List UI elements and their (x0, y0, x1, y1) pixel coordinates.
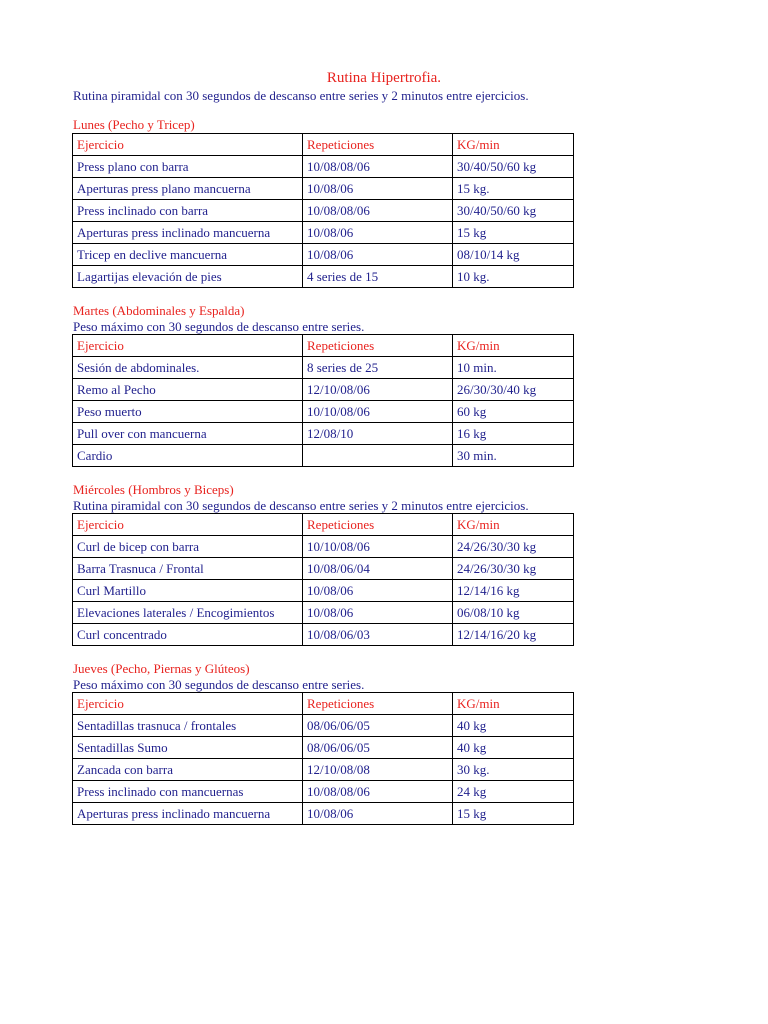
cell-reps (303, 445, 453, 467)
cell-exercise: Sentadillas Sumo (73, 737, 303, 759)
table-row (73, 737, 574, 759)
table-row (73, 266, 574, 288)
table-row (73, 558, 574, 580)
cell-reps: 12/10/08/08 (303, 759, 453, 781)
table-jueves (72, 692, 574, 825)
day-note-miercoles: Rutina piramidal con 30 segundos de descanso entre series y 2 minutos entre ejercicios. (73, 498, 529, 513)
cell-load: 16 kg (453, 423, 574, 445)
table-header-row (73, 335, 574, 357)
table-row (73, 357, 574, 379)
header-repeticiones: Repeticiones (303, 514, 453, 536)
cell-reps: 10/08/06 (303, 244, 453, 266)
cell-reps: 10/08/08/06 (303, 200, 453, 222)
table-row (73, 156, 574, 178)
table-martes (72, 334, 574, 467)
header-repeticiones: Repeticiones (303, 693, 453, 715)
cell-reps: 10/10/08/06 (303, 401, 453, 423)
table-row (73, 580, 574, 602)
cell-reps: 10/08/06 (303, 178, 453, 200)
day-heading-jueves: Jueves (Pecho, Piernas y Glúteos) (73, 661, 250, 676)
cell-exercise: Pull over con mancuerna (73, 423, 303, 445)
cell-load: 12/14/16/20 kg (453, 624, 574, 646)
cell-exercise: Aperturas press inclinado mancuerna (73, 222, 303, 244)
day-heading-martes: Martes (Abdominales y Espalda) (73, 303, 245, 318)
table-row (73, 624, 574, 646)
table-row (73, 379, 574, 401)
cell-reps: 12/08/10 (303, 423, 453, 445)
cell-load: 12/14/16 kg (453, 580, 574, 602)
page-title: Rutina Hipertrofia. (326, 70, 442, 86)
cell-exercise: Barra Trasnuca / Frontal (73, 558, 303, 580)
header-ejercicio: Ejercicio (73, 335, 303, 357)
day-note-jueves: Peso máximo con 30 segundos de descanso entre series. (73, 677, 365, 692)
cell-reps: 08/06/06/05 (303, 715, 453, 737)
cell-exercise: Lagartijas elevación de pies (73, 266, 303, 288)
cell-reps: 08/06/06/05 (303, 737, 453, 759)
cell-reps: 10/08/08/06 (303, 781, 453, 803)
cell-exercise: Curl Martillo (73, 580, 303, 602)
cell-exercise: Curl concentrado (73, 624, 303, 646)
cell-load: 15 kg (453, 222, 574, 244)
cell-load: 40 kg (453, 715, 574, 737)
cell-load: 06/08/10 kg (453, 602, 574, 624)
cell-reps: 10/08/06 (303, 222, 453, 244)
table-row (73, 222, 574, 244)
cell-reps: 10/08/08/06 (303, 156, 453, 178)
header-ejercicio: Ejercicio (73, 134, 303, 156)
cell-exercise: Sentadillas trasnuca / frontales (73, 715, 303, 737)
cell-exercise: Remo al Pecho (73, 379, 303, 401)
cell-exercise: Peso muerto (73, 401, 303, 423)
header-kg-min: KG/min (453, 134, 574, 156)
day-heading-miercoles: Miércoles (Hombros y Biceps) (73, 482, 234, 497)
table-header-row (73, 514, 574, 536)
table-row (73, 244, 574, 266)
table-lunes (72, 133, 574, 288)
cell-load: 24/26/30/30 kg (453, 558, 574, 580)
cell-exercise: Press inclinado con mancuernas (73, 781, 303, 803)
cell-load: 30 min. (453, 445, 574, 467)
table-row (73, 759, 574, 781)
cell-load: 15 kg (453, 803, 574, 825)
cell-reps: 10/08/06/03 (303, 624, 453, 646)
header-kg-min: KG/min (453, 514, 574, 536)
day-note-martes: Peso máximo con 30 segundos de descanso entre series. (73, 319, 365, 334)
table-row (73, 178, 574, 200)
cell-exercise: Zancada con barra (73, 759, 303, 781)
cell-load: 30/40/50/60 kg (453, 156, 574, 178)
cell-reps: 10/08/06 (303, 602, 453, 624)
table-miercoles (72, 513, 574, 646)
header-repeticiones: Repeticiones (303, 335, 453, 357)
cell-load: 26/30/30/40 kg (453, 379, 574, 401)
table-row (73, 445, 574, 467)
header-ejercicio: Ejercicio (73, 514, 303, 536)
cell-load: 60 kg (453, 401, 574, 423)
cell-reps: 4 series de 15 (303, 266, 453, 288)
table-row (73, 715, 574, 737)
cell-exercise: Aperturas press plano mancuerna (73, 178, 303, 200)
table-row (73, 602, 574, 624)
table-header-row (73, 693, 574, 715)
cell-reps: 10/10/08/06 (303, 536, 453, 558)
cell-load: 24 kg (453, 781, 574, 803)
cell-reps: 10/08/06 (303, 580, 453, 602)
table-header-row (73, 134, 574, 156)
cell-exercise: Curl de bicep con barra (73, 536, 303, 558)
cell-exercise: Cardio (73, 445, 303, 467)
cell-exercise: Tricep en declive mancuerna (73, 244, 303, 266)
cell-reps: 8 series de 25 (303, 357, 453, 379)
cell-load: 24/26/30/30 kg (453, 536, 574, 558)
table-row (73, 781, 574, 803)
cell-exercise: Sesión de abdominales. (73, 357, 303, 379)
cell-load: 30/40/50/60 kg (453, 200, 574, 222)
page-subtitle: Rutina piramidal con 30 segundos de descanso entre series y 2 minutos entre ejercicios. (73, 88, 529, 103)
cell-exercise: Aperturas press inclinado mancuerna (73, 803, 303, 825)
cell-reps: 10/08/06/04 (303, 558, 453, 580)
cell-load: 10 min. (453, 357, 574, 379)
cell-reps: 10/08/06 (303, 803, 453, 825)
cell-exercise: Elevaciones laterales / Encogimientos (73, 602, 303, 624)
cell-load: 15 kg. (453, 178, 574, 200)
header-kg-min: KG/min (453, 335, 574, 357)
cell-load: 30 kg. (453, 759, 574, 781)
cell-reps: 12/10/08/06 (303, 379, 453, 401)
cell-exercise: Press plano con barra (73, 156, 303, 178)
header-ejercicio: Ejercicio (73, 693, 303, 715)
cell-load: 40 kg (453, 737, 574, 759)
header-kg-min: KG/min (453, 693, 574, 715)
cell-load: 08/10/14 kg (453, 244, 574, 266)
table-row (73, 401, 574, 423)
day-heading-lunes: Lunes (Pecho y Tricep) (73, 117, 195, 132)
cell-load: 10 kg. (453, 266, 574, 288)
table-row (73, 200, 574, 222)
table-row (73, 803, 574, 825)
table-row (73, 423, 574, 445)
header-repeticiones: Repeticiones (303, 134, 453, 156)
cell-exercise: Press inclinado con barra (73, 200, 303, 222)
table-row (73, 536, 574, 558)
